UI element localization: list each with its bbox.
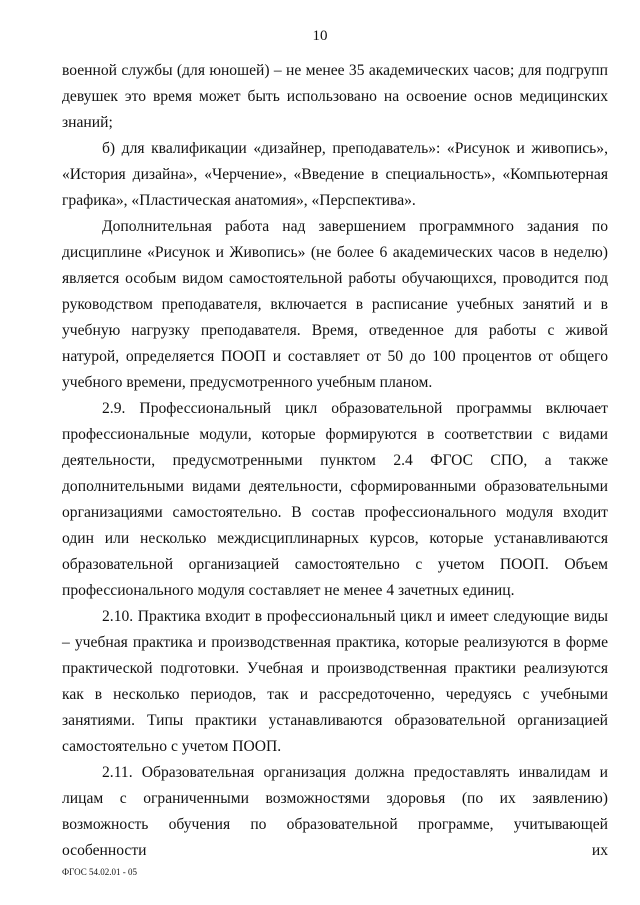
paragraph-additional-work: Дополнительная работа над завершением программного задания по дисциплине «Рисунок и Живопись» (не более 6 академических часов в неделю) является особым видом самостоятельной работы обучающихся, проводится под руководством преподавателя, включается в расписание учебных занятий и в учебную нагрузку преподавателя. Время, отведенное для работы с живой натурой, определяется ПООП и составляет от 50 до 100 процентов от общего учебного времени, предусмотренного учебным планом. (62, 218, 608, 391)
paragraph-2-11: 2.11. Образовательная организация должна предоставлять инвалидам и лицам с ограниченными возможностями здоровья (по их заявлению) возможность обучения по образовательной программе, учитывающей особенности их (62, 764, 608, 859)
document-body (62, 58, 608, 864)
paragraph-continuation: военной службы (для юношей) – не менее 35 академических часов; для подгрупп девушек это время может быть использовано на освоение основ медицинских знаний; (62, 62, 608, 131)
page-number: 10 (312, 28, 328, 44)
paragraph-2-9: 2.9. Профессиональный цикл образовательной программы включает профессиональные модули, которые формируются в соответствии с видами деятельности, предусмотренными пунктом 2.4 ФГОС СПО, а также дополнительными видами деятельности, сформированными образовательными организациями самостоятельно. В состав профессионального модуля входит один или несколько междисциплинарных курсов, которые устанавливаются образовательной организацией самостоятельно с учетом ПООП. Объем профессионального модуля составляет не менее 4 зачетных единиц. (62, 400, 608, 599)
paragraph-2-10: 2.10. Практика входит в профессиональный цикл и имеет следующие виды – учебная практика и производственная практика, которые реализуются в форме практической подготовки. Учебная и производственная практики реализуются как в несколько периодов, так и рассредоточенно, чередуясь с учебными занятиями. Типы практики устанавливаются образовательной организацией самостоятельно с учетом ПООП. (62, 608, 608, 755)
footer-code: ФГОС 54.02.01 - 05 (62, 867, 137, 877)
paragraph-item-b: б) для квалификации «дизайнер, преподаватель»: «Рисунок и живопись», «История дизайна», «Черчение», «Введение в специальность», «Компьютерная графика», «Пластическая анатомия», «Перспектива». (62, 140, 608, 209)
